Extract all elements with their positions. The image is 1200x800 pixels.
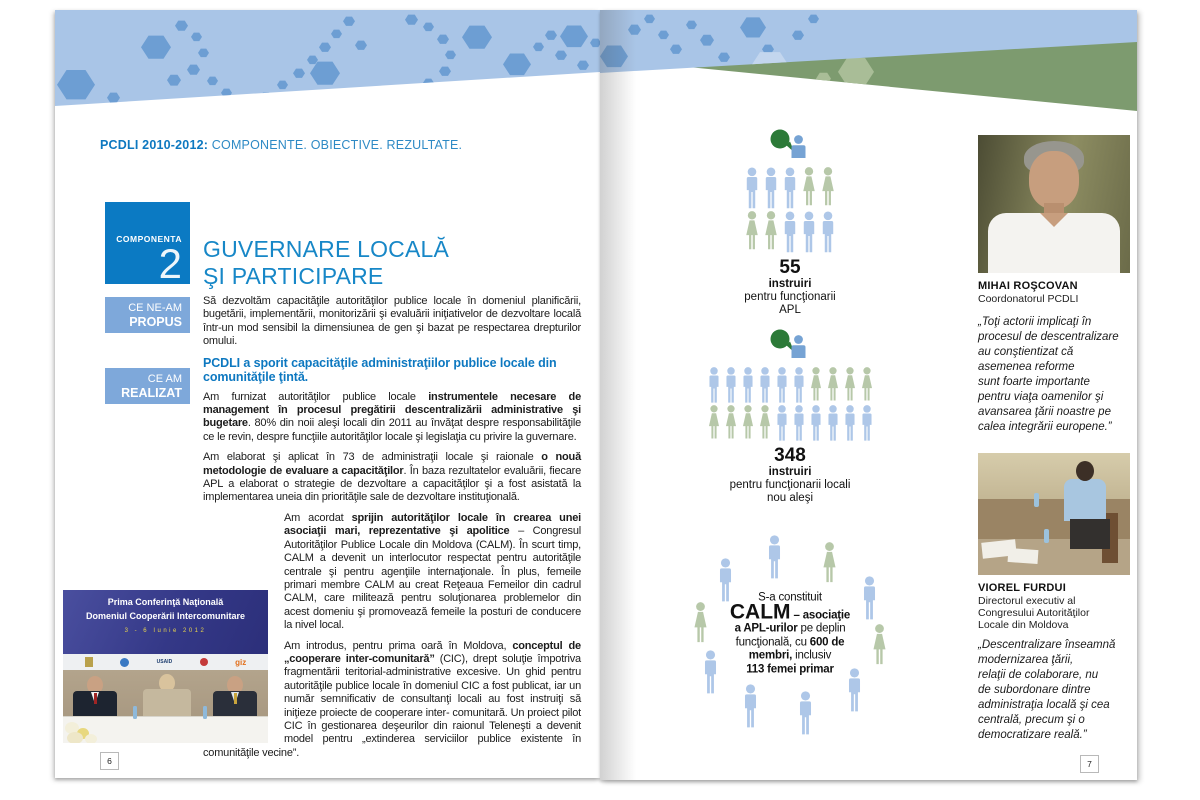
trainings-count: 348 [774, 445, 806, 466]
person-tie [234, 693, 237, 704]
infographic-caption [640, 446, 940, 504]
portrait-face [1029, 151, 1079, 209]
caption-line: APL [779, 303, 801, 316]
viorel-furdui-photo [978, 453, 1130, 575]
water-bottle [133, 706, 137, 719]
page-left [55, 10, 600, 778]
header-program: PCDLI 2010-2012: [100, 138, 209, 152]
realizat-box-line1: CE AM [147, 373, 182, 385]
caption-line: pentru funcţionarii locali [729, 478, 851, 491]
calm-circle-infographic [680, 518, 900, 754]
profile-name: MIHAI ROŞCOVAN [978, 280, 1078, 292]
man-head [1076, 461, 1094, 481]
people-pictogram-rows [660, 167, 920, 253]
usaid-logo: USAID [156, 659, 173, 665]
banner-line1: Prima Conferinţă Naţională [107, 597, 224, 607]
profile-role: Coordonatorul PCDLI [978, 293, 1079, 305]
people-pictogram-rows [640, 367, 940, 441]
profile-role: Directorul executiv al Congresului Autorităţilor Locale din Moldova [978, 595, 1090, 631]
caption-bold: instruiri [768, 278, 812, 290]
page-number-right: 7 [1080, 755, 1099, 773]
mihai-roscovan-photo [978, 135, 1130, 273]
teacher-icon [767, 328, 813, 360]
papers [1008, 548, 1039, 564]
page-right [600, 10, 1137, 780]
realizat-box-line2: REALIZAT [121, 386, 182, 400]
undp-logo [120, 658, 129, 667]
section-title-line2: ŞI PARTICIPARE [203, 263, 384, 289]
conference-scene [63, 670, 268, 743]
spine-shadow [600, 10, 636, 780]
conference-banner [63, 590, 268, 654]
round-logo [200, 658, 208, 666]
profile-quote: „Toţi actorii implicaţi în procesul de descentralizare au conştientizat că asemenea reforme sunt foarte importante pentru viaţa oamenilor şi avansarea ţării noastre pe calea integrării europene.” [978, 316, 1119, 433]
profile-quote: „Descentralizare înseamnă modernizarea ţării, relaţii de colaborare, nu de subordonare dintre administraţia locală şi cea centrală, precum şi o democratizare reală.” [978, 639, 1116, 741]
caption-line: nou aleşi [766, 491, 814, 504]
sponsor-logo-strip [63, 654, 268, 670]
paragraph-1: Am furnizat autorităţilor publice locale instrumentele necesare de management în procesul pregătirii descentralizării administrative şi bugetare. 80% din noii aleşi locali din 2011 au învăţat despre responsabilităţile ce le revin, despre funcţiile autorităţilor locale şi legislaţia cu privire la guvernare. [203, 390, 581, 443]
water-bottle [203, 706, 207, 719]
water-bottle [1044, 529, 1049, 543]
paragraph-4: Am introdus, pentru prima oară în Moldova, conceptul de „cooperare inter-comunitară” (CIC), drept soluţie împotriva fragmentării teritorial-administrative excesive. Un ghid pentru autorităţile publice locale în domeniul CIC a fost publicat, iar un număr semnificativ de consultanţi locali au fost instruiţi să iniţieze proiecte de cooperare inter- comunitară. Un proiect pilot CIC în gestionarea deşeurilor din raionul Teleneşti a devenit model pentru „extinderea serviciilor publice existente în comunităţile vecine”. [203, 639, 581, 759]
infographic-caption [660, 258, 920, 316]
component-number-box [105, 202, 190, 287]
caption-bold: instruiri [768, 466, 812, 478]
calm-text: S-a constituit CALM – asociaţie a APL-urilor pe deplin funcţională, cu 600 de membri, inclusiv 113 femei primar [729, 591, 851, 675]
banner-line2: Domeniul Cooperării Intercomunitare [85, 611, 246, 621]
infographic-apl-trainings [660, 128, 920, 316]
infographic-local-trainings [640, 328, 940, 504]
propus-box-line2: PROPUS [129, 315, 182, 329]
realizat-box [105, 368, 190, 404]
man-shirt [1064, 479, 1106, 521]
giz-logo: giz [235, 657, 247, 667]
hexagon-band-blue [55, 10, 600, 110]
profile-name: VIOREL FURDUI [978, 582, 1066, 594]
man-legs [1070, 519, 1110, 549]
caption-line: pentru funcţionarii [744, 290, 836, 303]
component-number: 2 [158, 240, 182, 287]
teacher-icon [767, 128, 813, 160]
paragraph-3-text: Am acordat sprijin autorităţilor locale în crearea unei asociaţii mari, reprezentative şi apolitice – Congresul Autorităţilor Publice Locale din Moldova (CALM). În scurt timp, CALM a devenit un interlocutor respectat pentru autorităţile centrale şi pentru agenţiile internaţionale. În plus, femeile primari membre CALM au creat Reţeaua Femeilor din cadrul CALM, care militează pentru soluţionarea problemelor din acest domeniu şi promovează femeile la posturi de conducere la nivel local. [284, 511, 581, 632]
page-header [100, 138, 462, 152]
flower [67, 732, 83, 743]
person-tie [94, 693, 97, 704]
propus-paragraph: Să dezvoltăm capacităţile autorităţilor publice locale în domeniul planificării, bugetării, implementării, monitorizării şi evaluării iniţiativelor de dezvoltare locală într-un mod sensibil la dimensiunea de gen şi bazat pe respectarea drepturilor omului. [203, 295, 581, 348]
propus-box-line1: CE NE-AM [128, 302, 182, 314]
section-title [203, 236, 449, 290]
section-title-line1: GUVERNARE LOCALĂ [203, 236, 450, 262]
trainings-count: 55 [779, 257, 801, 278]
conference-photo [63, 590, 268, 743]
page-number-left: 6 [100, 752, 119, 770]
header-subtitle: COMPONENTE. OBIECTIVE. REZULTATE. [208, 138, 463, 152]
realizat-lead: PCDLI a sporit capacităţile administraţiilor publice locale din comunităţile ţintă. [203, 355, 557, 384]
banner-line3: 3 - 6 Iunie 2012 [124, 628, 207, 634]
scene-wall [978, 453, 1130, 499]
water-bottle [1034, 493, 1039, 507]
paragraph-2: Am elaborat şi aplicat în 73 de administraţii locale şi raionale o nouă metodologie de evaluare a capacităţilor. În baza rezultatelor evaluării, fiecare APL a elaborat o strategie de dezvoltare a capacităţilor şi a fost asistată la implementarea uneia din priorităţile sale de dezvoltare instituţională. [203, 451, 581, 504]
crest-logo [85, 657, 93, 667]
flower [85, 734, 97, 743]
propus-box [105, 297, 190, 333]
component-label: COMPONENTA [116, 234, 182, 244]
